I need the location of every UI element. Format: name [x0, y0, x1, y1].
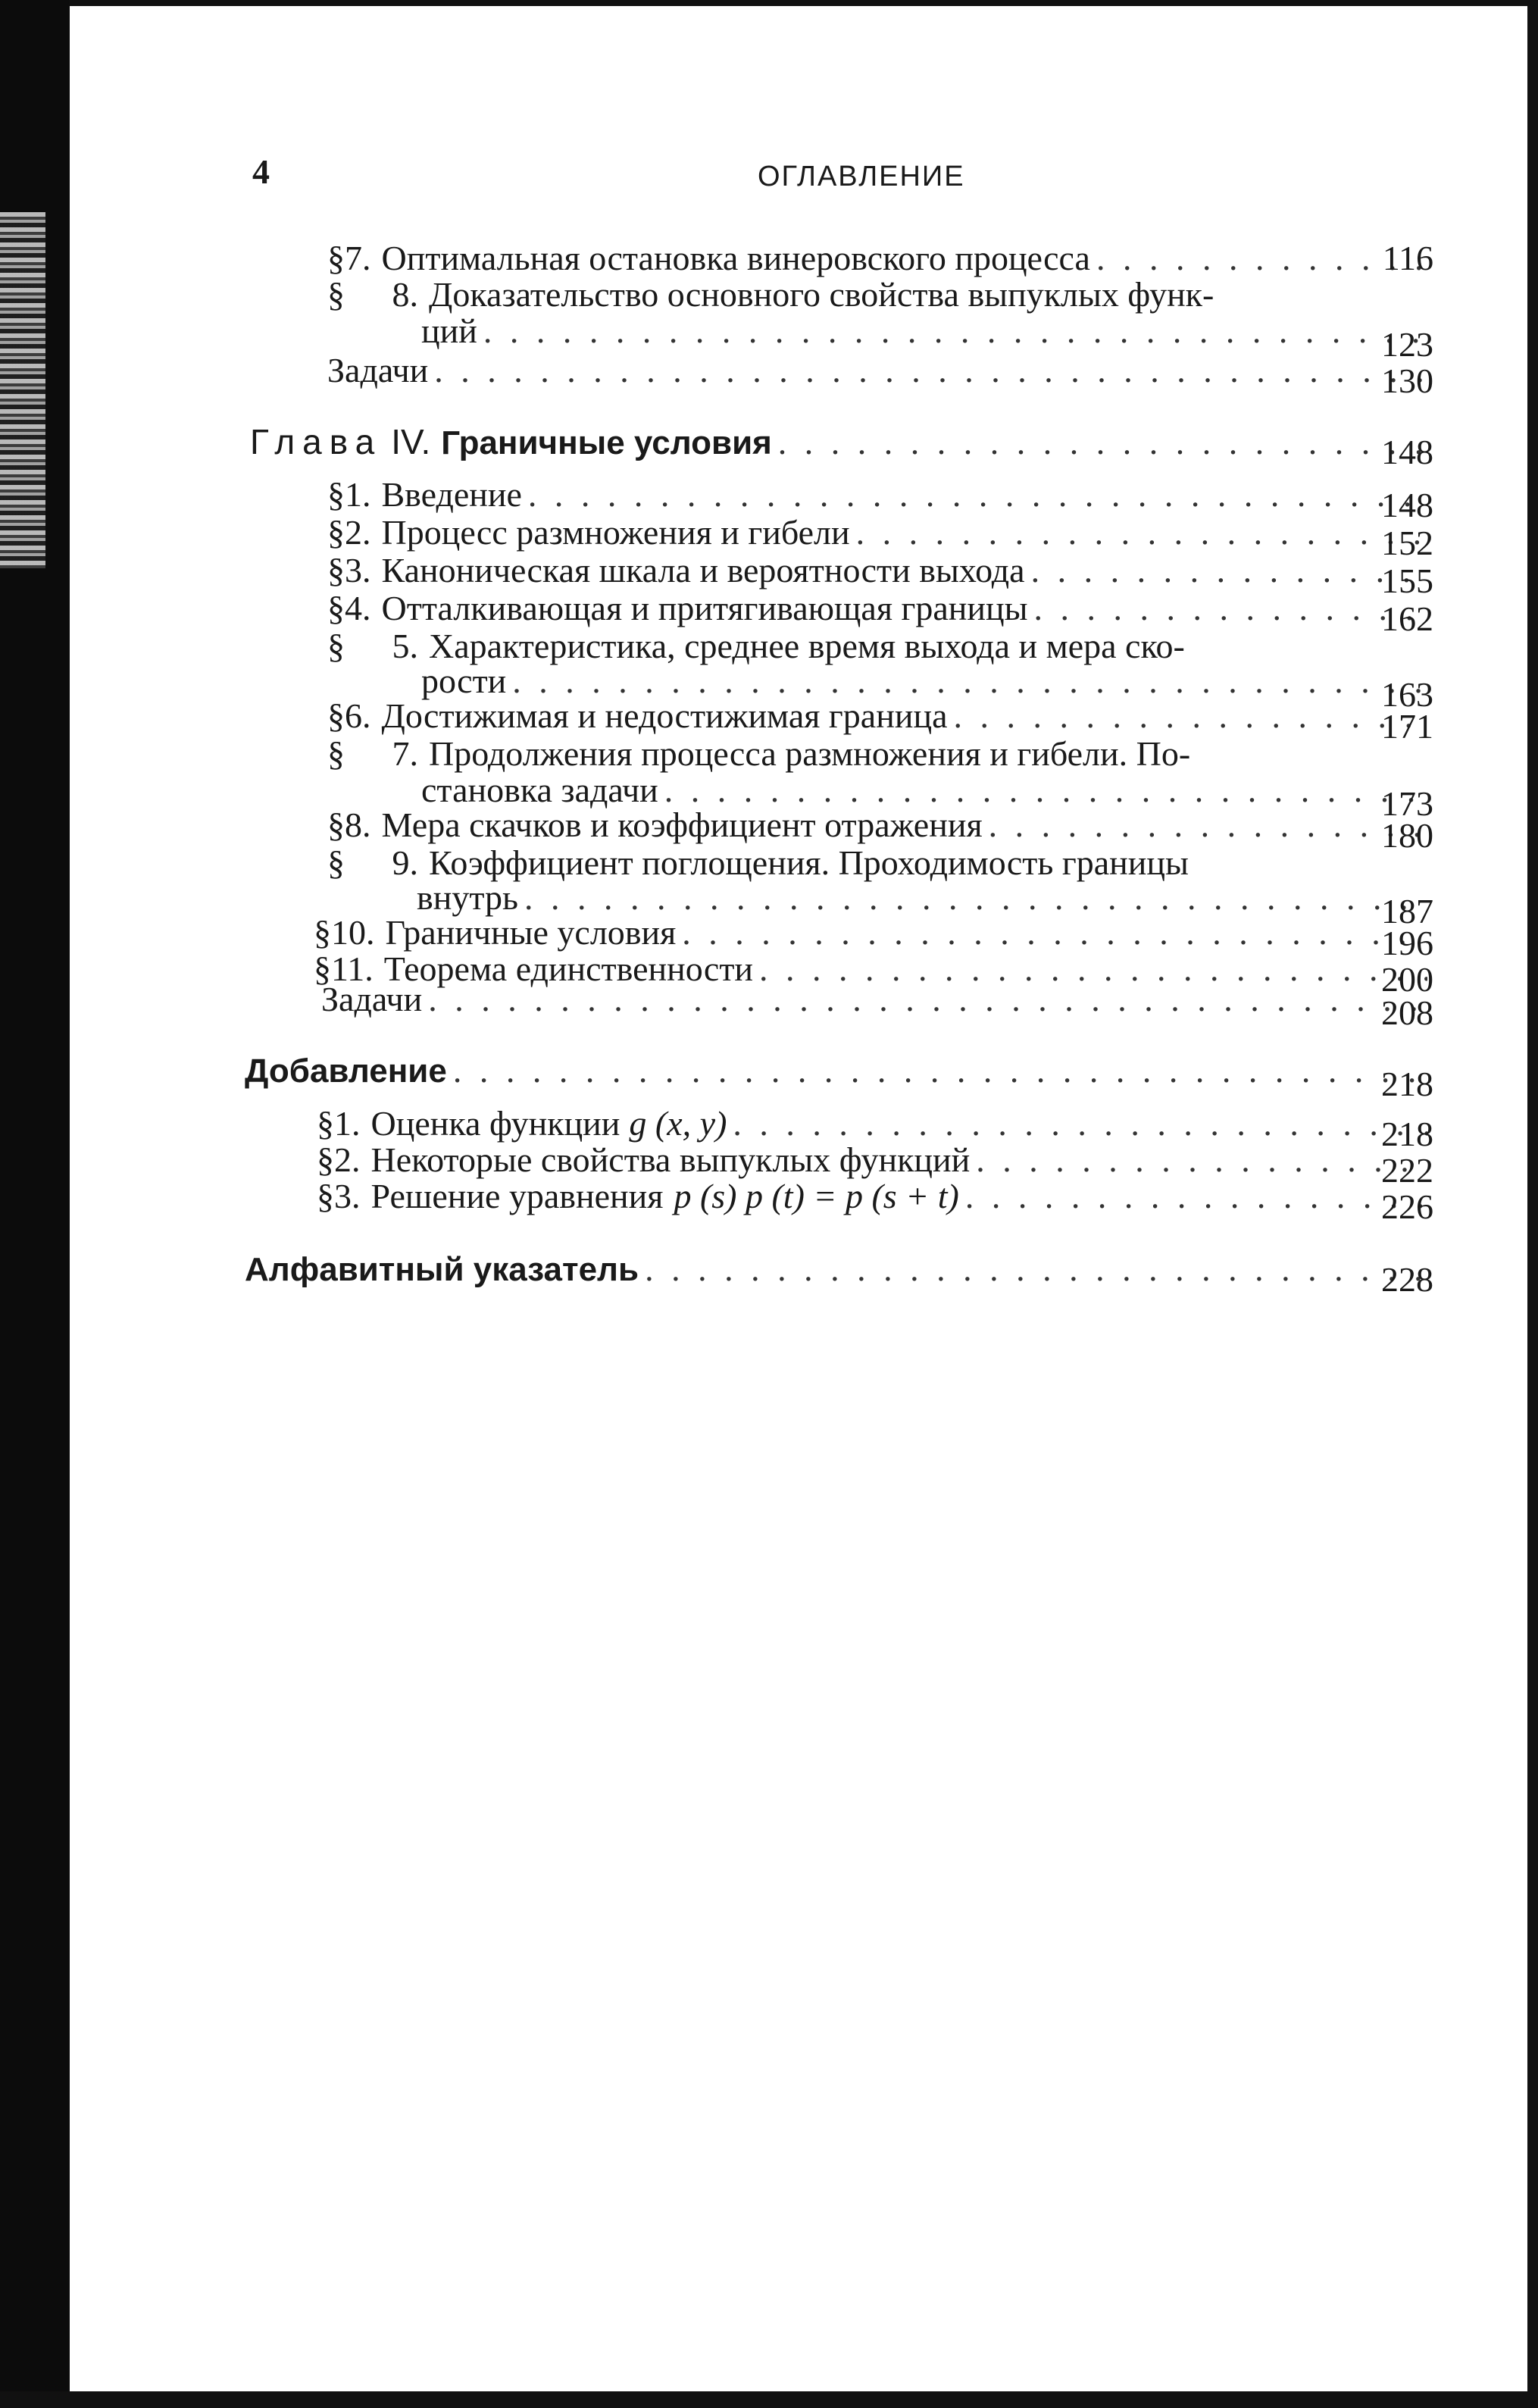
- toc-part: [245, 1251, 1433, 1299]
- leader-dots: [434, 353, 1427, 388]
- entry-page: 218: [1381, 1065, 1433, 1103]
- scan-edge-right: [1527, 0, 1538, 2408]
- section-sign: §: [327, 696, 345, 735]
- section-sign: §: [327, 589, 345, 627]
- leader-dots: [512, 664, 1427, 699]
- part-title: Добавление: [245, 1052, 447, 1090]
- entry-number: 4.: [345, 589, 371, 627]
- section-sign: §: [327, 513, 345, 552]
- section-sign: §: [314, 913, 331, 952]
- entry-title: Доказательство основного свойства выпуклых функ-: [429, 275, 1214, 314]
- entry-title: Продолжения процесса размножения и гибели. По-: [429, 734, 1191, 773]
- leader-dots: [778, 425, 1427, 460]
- entry-number: 8.: [345, 805, 371, 844]
- entry-page: 148: [1381, 433, 1433, 471]
- entry-number: 7.: [345, 239, 371, 277]
- running-title: ОГЛАВЛЕНИЕ: [758, 161, 965, 192]
- entry-formula: p (s) p (t) = p (s + t): [674, 1177, 959, 1215]
- toc-entry: [327, 805, 1433, 855]
- chapter-word: Глава: [250, 422, 383, 461]
- entry-number: 2.: [345, 513, 371, 552]
- scan-edge-bottom: [0, 2391, 1538, 2408]
- entry-title-continuation: становка задачи: [421, 771, 658, 809]
- leader-dots: [1096, 241, 1427, 276]
- entry-title: Теорема единственности: [383, 949, 754, 988]
- leader-dots: [856, 515, 1427, 550]
- entry-page: 130: [1381, 361, 1433, 400]
- toc-entry: [327, 351, 1433, 400]
- entry-number: 10.: [331, 913, 375, 952]
- section-sign: §: [327, 551, 345, 589]
- entry-page: 200: [1381, 960, 1433, 999]
- leader-dots: [524, 880, 1427, 915]
- entry-page: 173: [1381, 784, 1433, 823]
- entry-title: Задачи: [327, 351, 429, 389]
- entry-page: 180: [1381, 816, 1433, 855]
- leader-dots: [428, 982, 1427, 1017]
- scan-edge-left-noise: [0, 212, 45, 568]
- section-sign: §: [327, 627, 345, 665]
- entry-formula: g (x, y): [629, 1104, 727, 1143]
- page-number: 4: [252, 152, 270, 191]
- entry-number: 3.: [334, 1177, 361, 1215]
- toc-entry: [327, 551, 1433, 600]
- section-sign: §: [327, 843, 345, 882]
- entry-title: Каноническая шкала и вероятности выхода: [381, 551, 1025, 589]
- entry-number: 9.: [392, 843, 418, 882]
- toc-entry: [327, 241, 1433, 276]
- entry-title: Характеристика, среднее время выхода и мера ско-: [429, 627, 1185, 665]
- toc-entry-continuation: [421, 311, 1433, 364]
- toc-entry: [314, 913, 1433, 962]
- section-sign: §: [327, 734, 345, 773]
- toc-entry: [317, 1104, 1433, 1153]
- entry-title: Коэффициент поглощения. Проходимость границы: [429, 843, 1189, 882]
- toc-entry: [321, 980, 1433, 1032]
- leader-dots: [953, 699, 1427, 733]
- leader-dots: [528, 477, 1427, 512]
- leader-dots: [1034, 591, 1427, 626]
- toc-entry: [317, 1140, 1433, 1190]
- entry-page: 226: [1381, 1187, 1433, 1226]
- entry-title: Мера скачков и коэффициент отражения: [381, 805, 983, 844]
- entry-page: 163: [1381, 675, 1433, 714]
- leader-dots: [1031, 553, 1427, 588]
- toc-entry: [327, 843, 1433, 882]
- chapter-number: IV.: [391, 422, 431, 461]
- toc-entry: [327, 513, 1433, 562]
- entry-title: Процесс размножения и гибели: [381, 513, 850, 552]
- entry-title-continuation: внутрь: [417, 878, 518, 917]
- part-title: Алфавитный указатель: [245, 1251, 639, 1288]
- entry-page: 162: [1381, 599, 1433, 638]
- leader-dots: [682, 915, 1427, 950]
- leader-dots: [664, 773, 1427, 808]
- leader-dots: [989, 808, 1427, 843]
- entry-title-continuation: ций: [421, 311, 477, 350]
- entry-number: 11.: [331, 949, 374, 988]
- entry-page: 171: [1381, 707, 1433, 746]
- section-sign: §: [317, 1140, 334, 1179]
- toc-entry: [327, 475, 1433, 524]
- entry-page: 152: [1381, 524, 1433, 562]
- entry-page: 222: [1381, 1151, 1433, 1190]
- entry-title: Некоторые свойства выпуклых функций: [370, 1140, 971, 1179]
- entry-number: 8.: [392, 275, 418, 314]
- entry-title: Оптимальная остановка винеровского процесса: [381, 239, 1090, 277]
- leader-dots: [645, 1252, 1427, 1287]
- scan-edge-top: [0, 0, 1538, 6]
- toc-entry: [327, 277, 1433, 312]
- entry-title: Граничные условия: [385, 913, 677, 952]
- entry-title: Достижимая и недостижимая граница: [381, 696, 948, 735]
- entry-page: 123: [1381, 325, 1433, 364]
- section-sign: §: [327, 805, 345, 844]
- section-sign: §: [317, 1177, 334, 1215]
- toc-entry-continuation: [417, 878, 1433, 930]
- entry-title-continuation: рости: [421, 661, 507, 700]
- section-sign: §: [317, 1104, 334, 1143]
- entry-number: 7.: [392, 734, 418, 773]
- toc-entry-continuation: [421, 771, 1433, 823]
- toc-entry-continuation: [421, 661, 1433, 714]
- entry-page: 196: [1381, 924, 1433, 962]
- chapter-title: Граничные условия: [441, 424, 772, 461]
- entry-page: 116: [1382, 239, 1433, 277]
- leader-dots: [965, 1179, 1427, 1214]
- leader-dots: [453, 1053, 1427, 1088]
- toc-chapter: [250, 422, 1433, 471]
- entry-title: Оценка функции: [370, 1104, 621, 1143]
- entry-page: 187: [1381, 892, 1433, 930]
- entry-number: 1.: [345, 475, 371, 514]
- entry-page: 148: [1381, 486, 1433, 524]
- entry-number: 5.: [392, 627, 418, 665]
- toc-part: [245, 1052, 1433, 1103]
- leader-dots: [976, 1143, 1427, 1177]
- toc-entry: [327, 589, 1433, 638]
- entry-number: 2.: [334, 1140, 361, 1179]
- entry-title: Введение: [381, 475, 522, 514]
- entry-title: Решение уравнения: [370, 1177, 664, 1215]
- entry-page: 228: [1381, 1260, 1433, 1299]
- entry-title: Отталкивающая и притягивающая границы: [381, 589, 1028, 627]
- section-sign: §: [327, 475, 345, 514]
- leader-dots: [483, 314, 1427, 349]
- toc-entry: [327, 736, 1433, 771]
- section-sign: §: [314, 949, 331, 988]
- entry-page: 218: [1381, 1115, 1433, 1153]
- entry-page: 208: [1381, 993, 1433, 1032]
- entry-number: 1.: [334, 1104, 361, 1143]
- section-sign: §: [327, 239, 345, 277]
- entry-page: 155: [1381, 561, 1433, 600]
- toc-entry: [317, 1177, 1433, 1226]
- entry-number: 3.: [345, 551, 371, 589]
- leader-dots: [733, 1106, 1427, 1141]
- toc-entry: [327, 629, 1433, 664]
- section-sign: §: [327, 275, 345, 314]
- entry-number: 6.: [345, 696, 371, 735]
- toc-entry: [327, 696, 1433, 746]
- entry-title: Задачи: [321, 980, 423, 1018]
